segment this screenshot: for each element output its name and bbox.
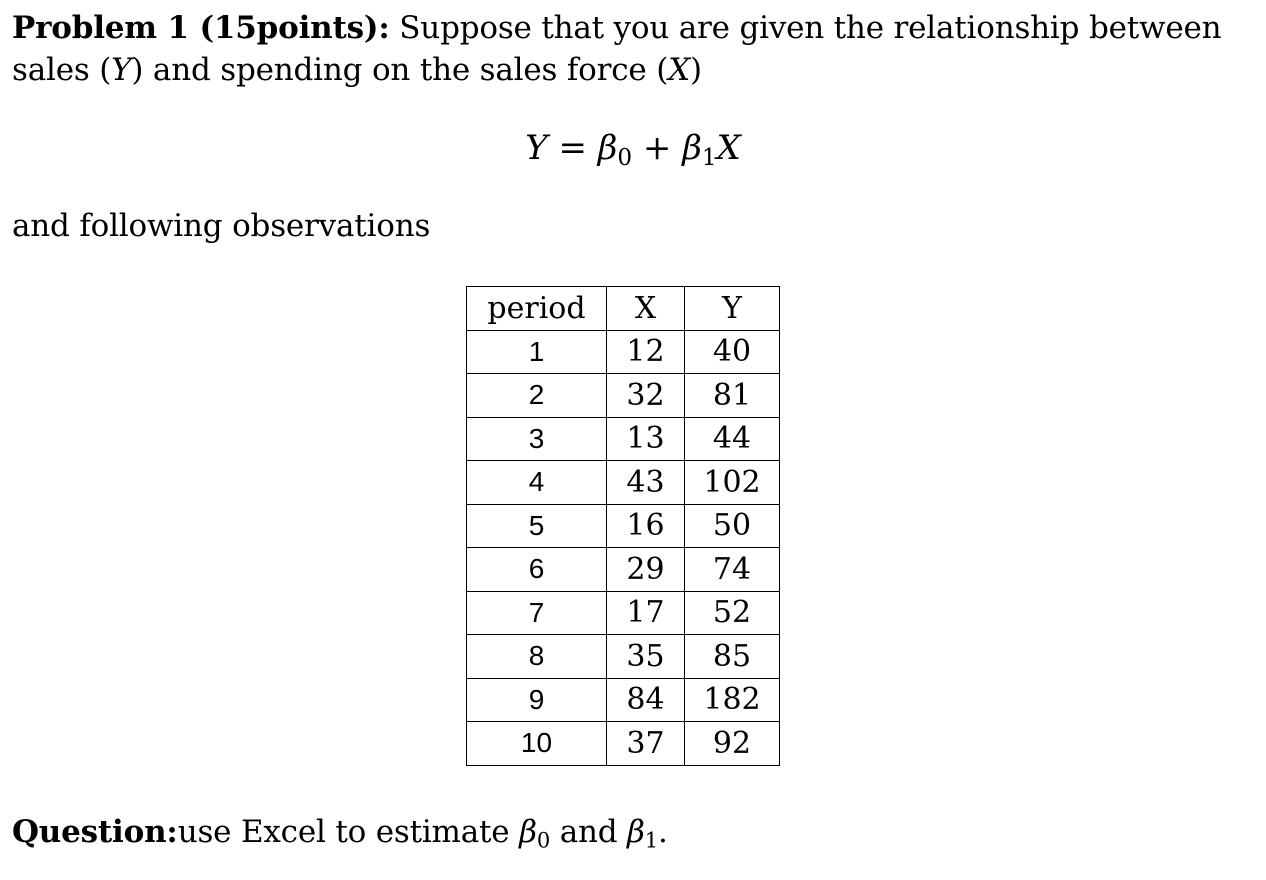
table-row xyxy=(467,330,780,374)
equation-lhs: Y xyxy=(525,128,548,168)
period-cell: 3 xyxy=(467,417,607,461)
x-cell: 35 xyxy=(607,635,685,679)
y-cell: 81 xyxy=(685,374,780,418)
y-cell: 102 xyxy=(685,461,780,505)
period-cell: 8 xyxy=(467,635,607,679)
question-sub0: 0 xyxy=(536,827,551,853)
equation-sub0: 0 xyxy=(617,144,633,171)
equation-sub1: 1 xyxy=(701,144,717,171)
header-y: Y xyxy=(685,287,780,331)
y-cell: 40 xyxy=(685,330,780,374)
header-period: period xyxy=(467,287,607,331)
problem-line-1 xyxy=(12,10,1221,46)
question-label: Question: xyxy=(12,814,178,850)
equation-equals: = xyxy=(547,128,598,168)
table-row xyxy=(467,591,780,635)
y-cell: 85 xyxy=(685,635,780,679)
question-beta1: β xyxy=(627,814,645,850)
problem-intro-text: Suppose that you are given the relationship between xyxy=(389,10,1222,46)
header-x: X xyxy=(607,287,685,331)
y-cell: 92 xyxy=(685,722,780,766)
y-cell: 74 xyxy=(685,548,780,592)
x-cell: 12 xyxy=(607,330,685,374)
period-cell: 9 xyxy=(467,678,607,722)
table-row xyxy=(467,635,780,679)
table-row xyxy=(467,504,780,548)
period-cell: 7 xyxy=(467,591,607,635)
question-beta0: β xyxy=(519,814,537,850)
problem-line-2 xyxy=(12,52,702,88)
equation-var: X xyxy=(716,128,741,168)
table-row xyxy=(467,417,780,461)
problem-heading: Problem 1 (15points): xyxy=(12,10,390,46)
table-row xyxy=(467,374,780,418)
question-line xyxy=(12,814,668,853)
problem-line2-text-b: ) and spending on the sales force ( xyxy=(131,52,669,88)
x-cell: 16 xyxy=(607,504,685,548)
y-cell: 52 xyxy=(685,591,780,635)
observations-table xyxy=(466,286,780,766)
problem-line2-text-a: sales ( xyxy=(12,52,112,88)
y-cell: 50 xyxy=(685,504,780,548)
x-cell: 17 xyxy=(607,591,685,635)
x-symbol: X xyxy=(668,52,690,88)
period-cell: 5 xyxy=(467,504,607,548)
x-cell: 29 xyxy=(607,548,685,592)
question-and: and xyxy=(550,814,628,850)
y-cell: 182 xyxy=(685,678,780,722)
period-cell: 1 xyxy=(467,330,607,374)
question-text: use Excel to estimate xyxy=(177,814,520,850)
regression-equation xyxy=(0,128,1266,171)
equation-plus: + xyxy=(632,128,683,168)
y-cell: 44 xyxy=(685,417,780,461)
table-row xyxy=(467,548,780,592)
period-cell: 10 xyxy=(467,722,607,766)
observations-label: and following observations xyxy=(12,208,431,244)
equation-beta1: β xyxy=(682,128,702,168)
x-cell: 43 xyxy=(607,461,685,505)
table-header-row xyxy=(467,287,780,331)
x-cell: 32 xyxy=(607,374,685,418)
x-cell: 84 xyxy=(607,678,685,722)
question-period: . xyxy=(658,814,668,850)
period-cell: 6 xyxy=(467,548,607,592)
table-row xyxy=(467,678,780,722)
table-row xyxy=(467,461,780,505)
x-cell: 13 xyxy=(607,417,685,461)
table-row xyxy=(467,722,780,766)
equation-beta0: β xyxy=(597,128,618,168)
y-symbol: Y xyxy=(111,52,132,88)
period-cell: 2 xyxy=(467,374,607,418)
x-cell: 37 xyxy=(607,722,685,766)
question-sub1: 1 xyxy=(644,827,658,853)
period-cell: 4 xyxy=(467,461,607,505)
problem-line2-text-c: ) xyxy=(689,52,702,88)
